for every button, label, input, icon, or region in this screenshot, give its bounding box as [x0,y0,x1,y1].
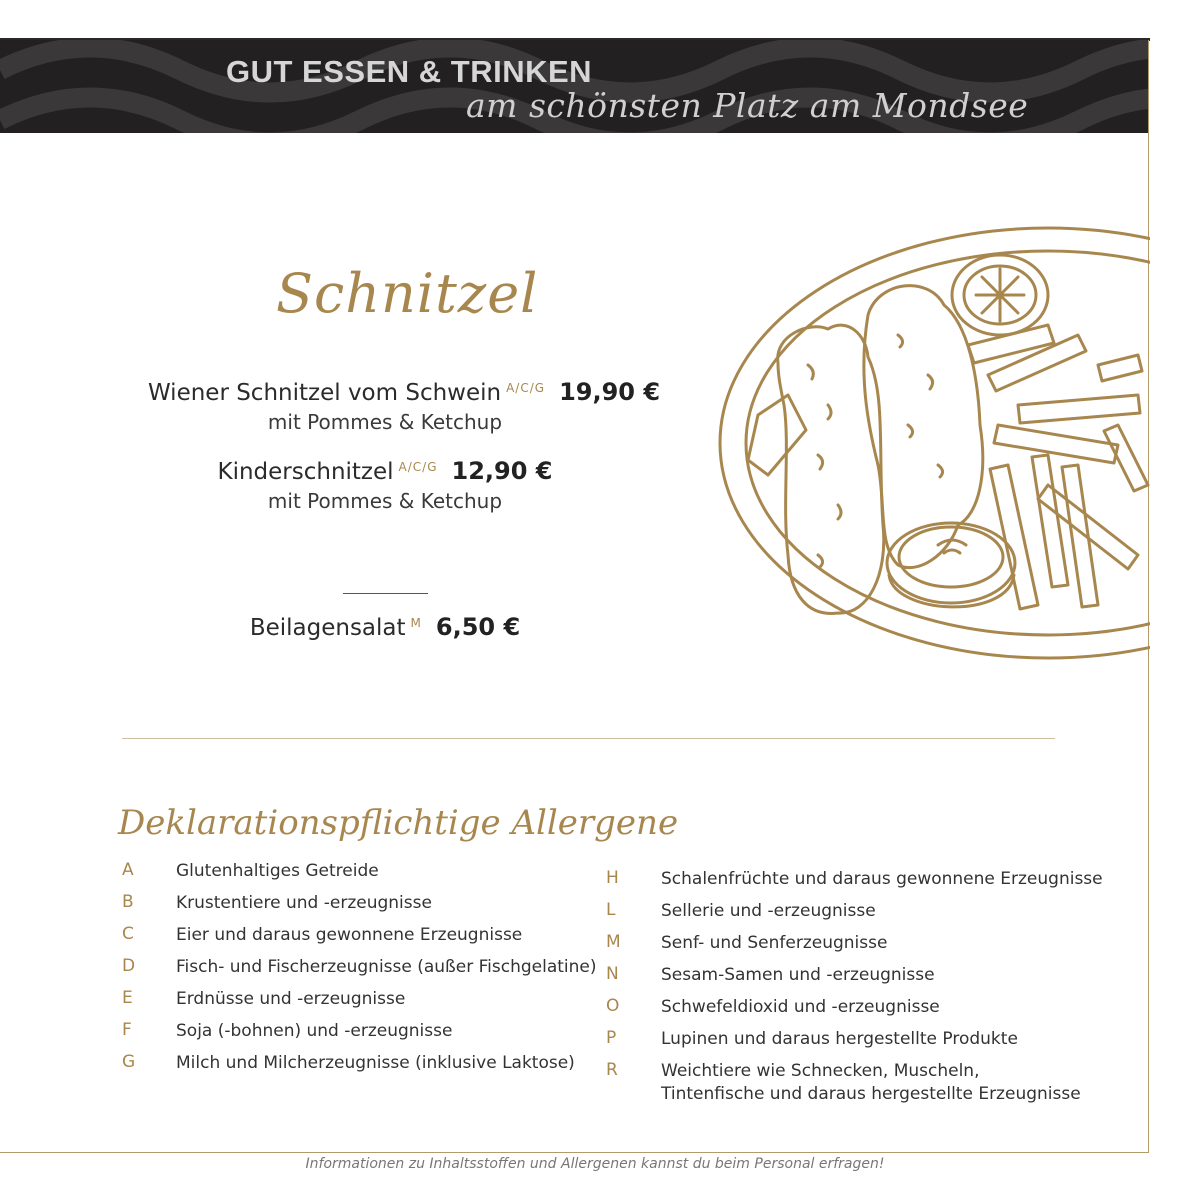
menu-item [90,613,680,641]
menu-item [90,457,680,513]
menu-item-allergens: M [410,616,422,630]
allergen-code: N [606,964,619,984]
allergen-code: E [122,988,133,1008]
allergen-code: D [122,956,136,976]
divider-short [343,593,428,594]
allergen-code: O [606,996,620,1016]
allergen-text-line-2: Tintenfische und daraus hergestellte Erzeugnisse [661,1084,1081,1104]
allergen-text: Eier und daraus gewonnene Erzeugnisse [176,925,523,945]
allergen-text-line-1: Weichtiere wie Schnecken, Muscheln, [661,1061,980,1081]
allergen-text: Erdnüsse und -erzeugnisse [176,989,406,1009]
menu-item-price: 6,50 € [435,613,521,641]
menu-item [90,378,680,434]
allergen-code: B [122,892,134,912]
allergen-text: Milch und Milcherzeugnisse (inklusive Laktose) [176,1053,575,1073]
allergen-text: Krustentiere und -erzeugnisse [176,893,432,913]
allergen-section-title: Deklarationspflichtige Allergene [118,803,679,843]
menu-item-name: Beilagensalat [249,615,406,641]
menu-item-allergens: A/C/G [506,381,546,395]
allergen-text: Fisch- und Fischerzeugnisse (außer Fischgelatine) [176,957,597,977]
allergen-text: Schalenfrüchte und daraus gewonnene Erzeugnisse [661,869,1103,889]
menu-item-name: Kinderschnitzel [217,459,394,485]
section-title: Schnitzel [276,262,539,325]
allergen-text: Schwefeldioxid und -erzeugnisse [661,997,940,1017]
menu-item-allergens: A/C/G [398,460,438,474]
menu-item-description: mit Pommes & Ketchup [267,410,503,434]
allergen-code: L [606,900,616,920]
menu-list [90,378,680,641]
allergen-code: P [606,1028,617,1048]
allergen-text: Sesam-Samen und -erzeugnisse [661,965,935,985]
menu-item-name: Wiener Schnitzel vom Schwein [147,380,502,406]
allergen-code: A [122,860,134,880]
menu-item-price: 12,90 € [451,457,553,485]
header-title: GUT ESSEN & TRINKEN [226,54,593,89]
allergen-text: Soja (-bohnen) und -erzeugnisse [176,1021,453,1041]
divider-long [122,738,1055,739]
allergen-text [661,1060,1081,1106]
footer-note: Informationen zu Inhaltsstoffen und Allergenen kannst du beim Personal erfragen! [305,1156,885,1172]
menu-item-description: mit Pommes & Ketchup [267,489,503,513]
allergen-code: C [122,924,134,944]
allergen-code: R [606,1060,618,1080]
allergen-code: H [606,868,619,888]
menu-item-price: 19,90 € [559,378,661,406]
allergen-text: Sellerie und -erzeugnisse [661,901,876,921]
allergen-text: Lupinen und daraus hergestellte Produkte [661,1029,1018,1049]
allergen-text: Senf- und Senferzeugnisse [661,933,888,953]
allergen-code: F [122,1020,132,1040]
allergen-code: G [122,1052,136,1072]
allergen-code: M [606,932,621,952]
schnitzel-plate-illustration [718,225,1150,665]
allergen-text: Glutenhaltiges Getreide [176,861,379,881]
header-subtitle: am schönsten Platz am Mondsee [466,86,1029,125]
